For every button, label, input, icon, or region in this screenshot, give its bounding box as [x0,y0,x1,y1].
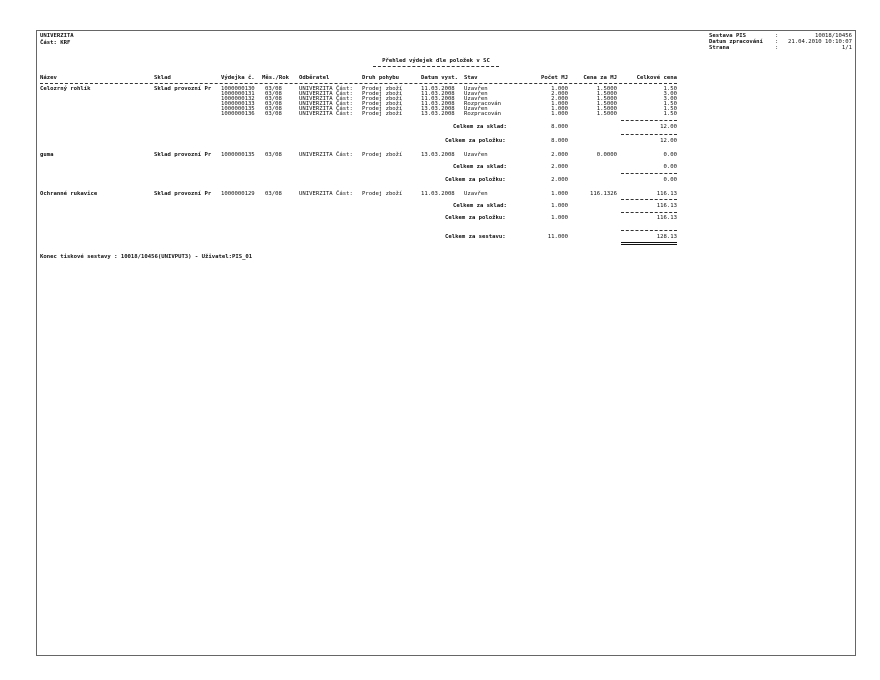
sum-polozka-pocet: 1.000 [551,215,568,221]
cell-stav: Uzavřen [464,91,488,97]
cell-stav: Uzavřen [464,152,488,158]
cell-stav: Uzavřen [464,96,488,102]
cell-datum: 11.03.2008 [421,86,455,92]
item-name: Celozrný rohlík [40,86,91,92]
sum-polozka-label: Celkem za položku: [445,215,506,221]
cell-odberatel: UNIVERZITA Část: [299,96,353,102]
report-footer: Konec tiskové sestavy : 10018/10456(UNIVPUT3) - Uživatel:PIS_01 [40,254,253,260]
cell-datum: 11.03.2008 [421,101,455,107]
cell-mesrok: 03/08 [265,96,282,102]
sum-sklad-pocet: 2.000 [551,164,568,170]
cell-celkem: 0.00 [663,152,677,158]
cell-sklad: Sklad provozní Pr [154,152,212,158]
cell-mesrok: 03/08 [265,111,282,117]
cell-datum: 11.03.2008 [421,91,455,97]
cell-datum: 11.03.2008 [421,191,455,197]
meta-value-page: 1/1 [841,45,852,51]
cell-sklad: Sklad provozní Pr [154,191,212,197]
col-header-sklad: Sklad [154,75,171,81]
cell-odberatel: UNIVERZITA Část: [299,152,353,158]
cell-mesrok: 03/08 [265,106,282,112]
cell-druh: Prodej zboží [362,86,403,92]
cell-stav: Rozpracován [464,111,502,117]
subtotal-rule [621,134,677,135]
meta-value-report: 10018/10456 [814,33,852,39]
cell-vydejka: 1000000131 [221,91,255,97]
sum-polozka-pocet: 8.000 [551,138,568,144]
meta-value-date: 21.04.2010 10:10:07 [788,39,852,45]
cell-celkem: 1.50 [663,106,677,112]
cell-vydejka: 1000000133 [221,101,255,107]
cell-odberatel: UNIVERZITA Část: [299,101,353,107]
col-header-stav: Stav [464,75,478,81]
cell-datum: 11.03.2008 [421,96,455,102]
cell-cena: 1.5000 [596,106,617,112]
sum-sklad-celkem: 12.00 [660,124,677,130]
cell-pocet: 1.000 [551,191,568,197]
cell-mesrok: 03/08 [265,101,282,107]
cell-celkem: 1.50 [663,101,677,107]
cell-druh: Prodej zboží [362,152,403,158]
col-header-celkem: Celkové cena [636,75,677,81]
cell-vydejka: 1000000130 [221,86,255,92]
col-header-vydejka: Výdejka č. [221,75,255,81]
sum-polozka-pocet: 2.000 [551,177,568,183]
cell-vydejka: 1000000135 [221,106,255,112]
cell-odberatel: UNIVERZITA Část: [299,111,353,117]
report-page [36,30,856,656]
meta-label-page: Strana [709,45,730,51]
meta-sep: : [775,33,779,39]
cell-sklad: Sklad provozní Pr [154,86,212,92]
col-header-pocet: Počet MJ [541,75,568,81]
cell-pocet: 2.000 [551,91,568,97]
cell-stav: Rozpracován [464,101,502,107]
cell-odberatel: UNIVERZITA Část: [299,191,353,197]
cell-pocet: 1.000 [551,101,568,107]
cell-datum: 13.03.2008 [421,111,455,117]
cell-mesrok: 03/08 [265,86,282,92]
cell-druh: Prodej zboží [362,91,403,97]
cell-datum: 13.03.2008 [421,106,455,112]
title-underline [373,66,499,67]
item-name: Ochranné rukavice [40,191,98,197]
subtotal-rule [621,199,677,200]
cell-pocet: 1.000 [551,86,568,92]
cell-celkem: 116.13 [656,191,677,197]
grand-total-pocet: 11.000 [547,234,568,240]
cell-stav: Uzavřen [464,86,488,92]
cell-mesrok: 03/08 [265,191,282,197]
cell-cena: 0.0000 [596,152,617,158]
sum-sklad-label: Celkem za sklad: [453,164,507,170]
sum-sklad-pocet: 1.000 [551,203,568,209]
cell-druh: Prodej zboží [362,191,403,197]
cell-cena: 1.5000 [596,96,617,102]
cell-druh: Prodej zboží [362,111,403,117]
grand-total-celkem: 128.13 [656,234,677,240]
cell-cena: 1.5000 [596,101,617,107]
sum-sklad-pocet: 8.000 [551,124,568,130]
subtotal-rule [621,173,677,174]
meta-sep: : [775,45,779,51]
cell-pocet: 2.000 [551,96,568,102]
col-header-mesrok: Měs./Rok [262,75,289,81]
header-underline [40,83,677,84]
cell-mesrok: 03/08 [265,91,282,97]
cell-mesrok: 03/08 [265,152,282,158]
report-title: Přehled výdejek dle položek v SC [382,58,490,64]
cell-vydejka: 1000000129 [221,191,255,197]
sum-polozka-celkem: 116.13 [656,215,677,221]
item-name: guma [40,152,54,158]
cell-cena: 116.1326 [590,191,617,197]
sum-sklad-label: Celkem za sklad: [453,203,507,209]
col-header-datum: Datum vyst. [421,75,459,81]
sum-polozka-celkem: 12.00 [660,138,677,144]
col-header-druh: Druh pohybu [362,75,400,81]
meta-label-date: Datum zpracování [709,39,763,45]
cell-cena: 1.5000 [596,86,617,92]
total-rule [621,230,677,231]
grand-total-double-rule [621,242,677,245]
cell-vydejka: 1000000136 [221,111,255,117]
cell-cena: 1.5000 [596,111,617,117]
cell-druh: Prodej zboží [362,106,403,112]
cell-stav: Uzavřen [464,106,488,112]
cell-odberatel: UNIVERZITA Část: [299,91,353,97]
cell-vydejka: 1000000132 [221,96,255,102]
subtotal-rule [621,212,677,213]
cell-pocet: 1.000 [551,111,568,117]
org-name: UNIVERZITA [40,33,74,39]
sum-polozka-label: Celkem za položku: [445,177,506,183]
cell-odberatel: UNIVERZITA Část: [299,86,353,92]
col-header-odberatel: Odběratel [299,75,330,81]
meta-label-report: Sestava PIS [709,33,747,39]
sum-sklad-label: Celkem za sklad: [453,124,507,130]
sum-polozka-celkem: 0.00 [663,177,677,183]
sum-polozka-label: Celkem za položku: [445,138,506,144]
sum-sklad-celkem: 0.00 [663,164,677,170]
col-header-cena: Cena za MJ [583,75,617,81]
cell-vydejka: 1000000135 [221,152,255,158]
cell-celkem: 3.00 [663,96,677,102]
cell-datum: 13.03.2008 [421,152,455,158]
sum-sklad-celkem: 116.13 [656,203,677,209]
grand-total-label: Celkem za sestavu: [445,234,506,240]
cell-celkem: 3.00 [663,91,677,97]
cell-cena: 1.5000 [596,91,617,97]
cell-odberatel: UNIVERZITA Část: [299,106,353,112]
subtotal-rule [621,120,677,121]
cell-druh: Prodej zboží [362,96,403,102]
cell-celkem: 1.50 [663,86,677,92]
cell-stav: Uzavřen [464,191,488,197]
cell-celkem: 1.50 [663,111,677,117]
cell-pocet: 1.000 [551,106,568,112]
dept-name: Část: KRF [40,40,71,46]
meta-sep: : [775,39,779,45]
col-header-nazev: Název [40,75,57,81]
cell-pocet: 2.000 [551,152,568,158]
cell-druh: Prodej zboží [362,101,403,107]
